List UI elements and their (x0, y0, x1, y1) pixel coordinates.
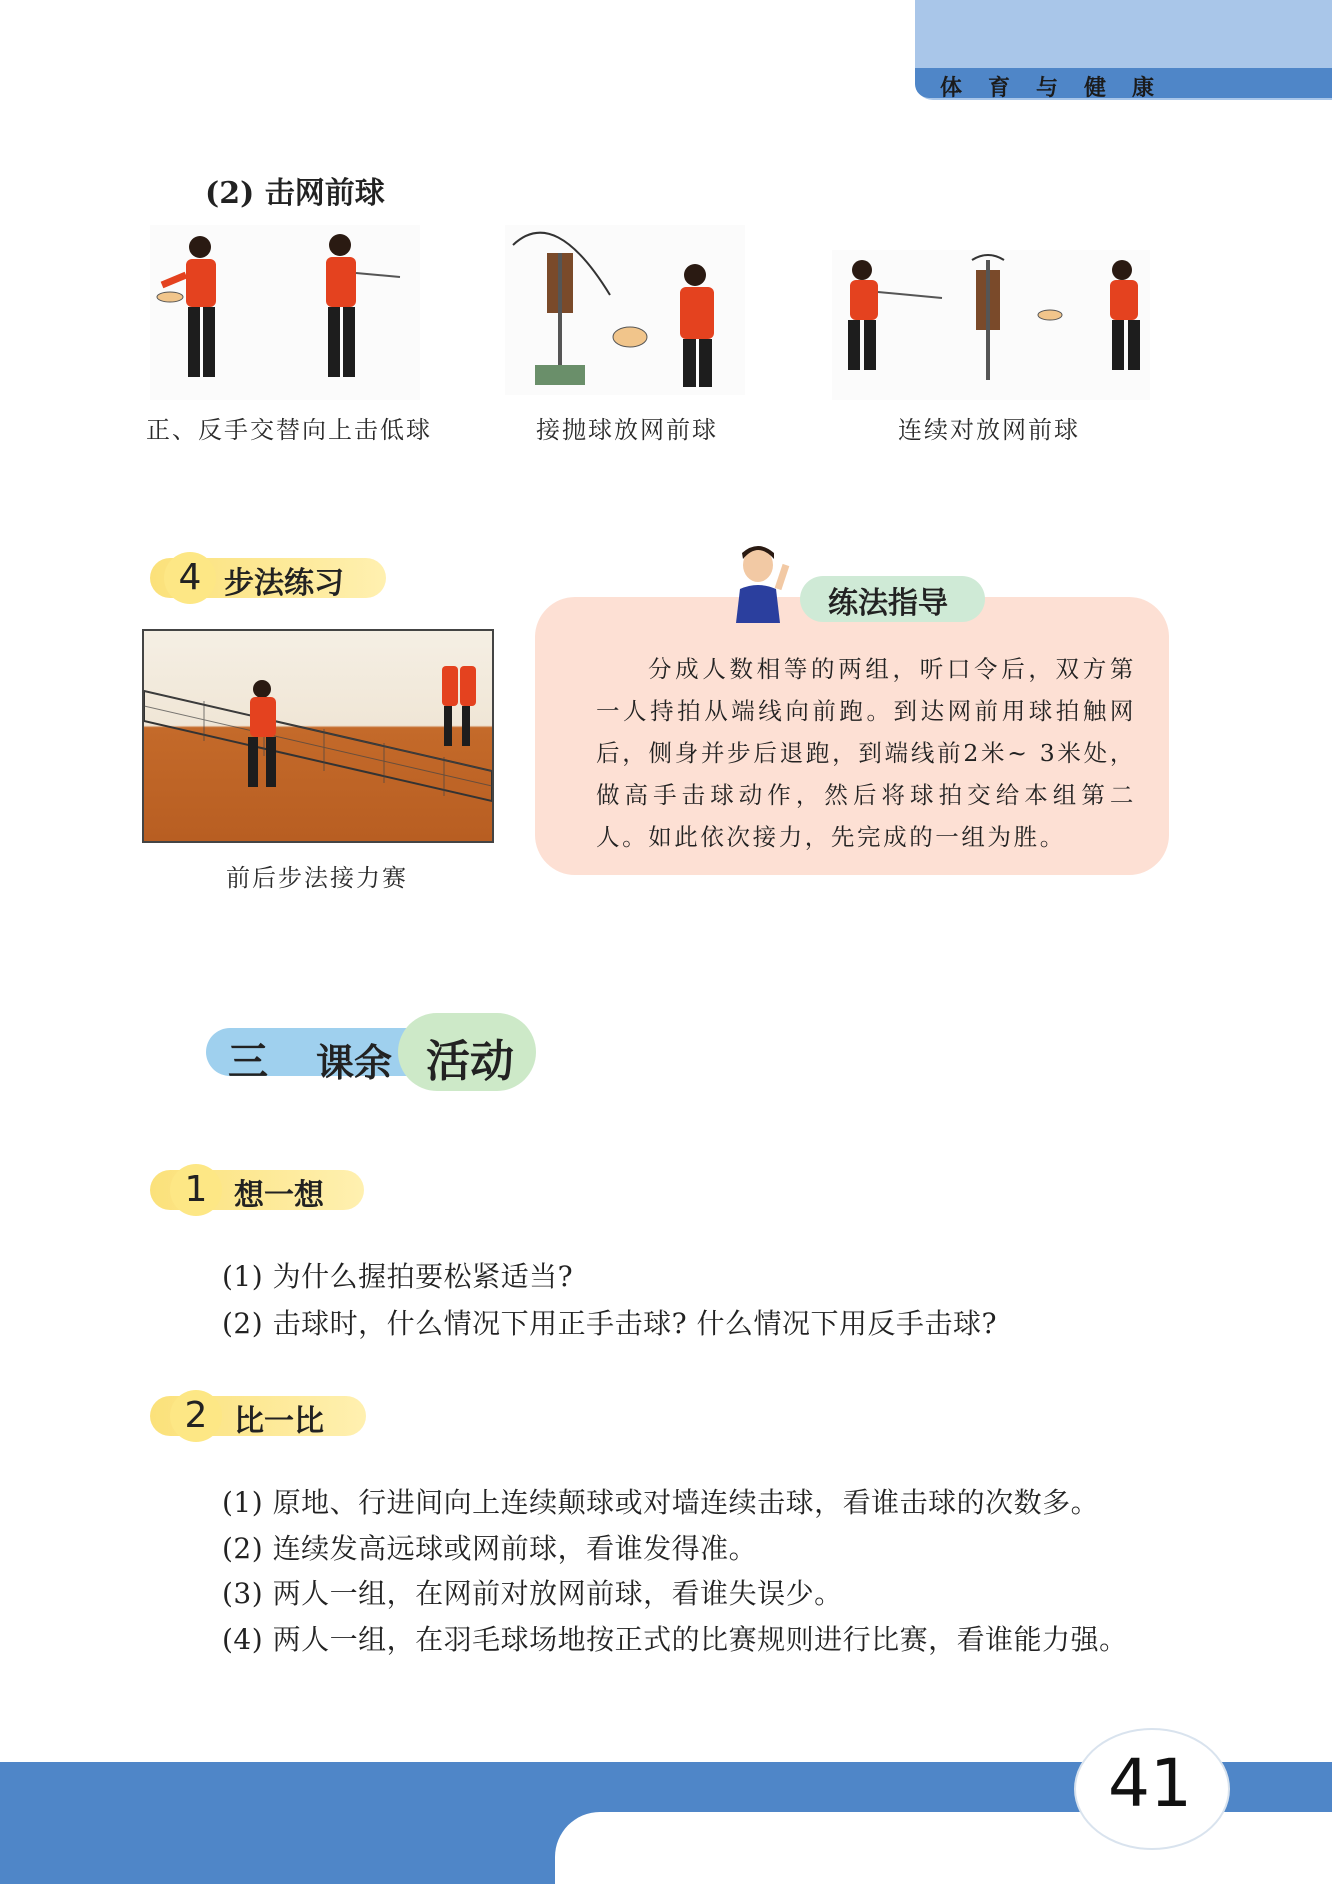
think-question-2: (2) 击球时，什么情况下用正手击球? 什么情况下用反手击球? (222, 1307, 997, 1340)
section3-label-a: 课余 (316, 1041, 393, 1085)
player-figure (157, 236, 216, 377)
photo-continuous-net-shots (832, 250, 1150, 400)
court-relay-photo (142, 629, 494, 843)
think-number: 1 (170, 1164, 222, 1216)
think-question-1: (1) 为什么握拍要松紧适当? (222, 1260, 574, 1293)
footer-white-shape (555, 1812, 1332, 1902)
caption-continuous-net-shots: 连续对放网前球 (898, 416, 1080, 444)
compare-item-4: (4) 两人一组，在羽毛球场地按正式的比赛规则进行比赛，看谁能力强。 (222, 1623, 1128, 1656)
footwork-number: 4 (164, 552, 216, 604)
guide-text: 分成人数相等的两组，听口令后，双方第一人持拍从端线向前跑。到达网前用球拍触网后，侧身并步后退跑，到端线前2米~ 3米处，做高手击球动作，然后将球拍交给本组第二人。如此依次接力，先完成的一组为胜。 (596, 655, 1136, 851)
compare-item-1: (1) 原地、行进间向上连续颠球或对墙连续击球，看谁击球的次数多。 (222, 1486, 1100, 1519)
caption-toss-net-shot: 接抛球放网前球 (536, 416, 718, 444)
caption-court-relay: 前后步法接力赛 (226, 864, 408, 892)
running-title: 体育与健康 (940, 76, 1181, 101)
think-heading: 想一想 (234, 1178, 324, 1213)
compare-heading: 比一比 (234, 1404, 324, 1439)
guide-title: 练法指导 (828, 586, 948, 621)
photo-toss-net-shot (505, 225, 745, 395)
caption-alternating-hits: 正、反手交替向上击低球 (146, 416, 432, 444)
player-figure (326, 234, 400, 377)
coach-avatar (728, 545, 792, 623)
footwork-heading: 步法练习 (224, 566, 344, 601)
compare-item-2: (2) 连续发高远球或网前球，看谁发得准。 (222, 1532, 758, 1565)
photo-alternating-hits (150, 225, 420, 400)
section3-label-b: 活动 (426, 1036, 514, 1087)
page-number: 41 (1108, 1745, 1192, 1822)
section3-number: 三 (228, 1039, 268, 1085)
section-title-net-shot: (2) 击网前球 (205, 176, 385, 211)
compare-item-3: (3) 两人一组，在网前对放网前球，看谁失误少。 (222, 1577, 843, 1610)
compare-number: 2 (170, 1390, 222, 1442)
